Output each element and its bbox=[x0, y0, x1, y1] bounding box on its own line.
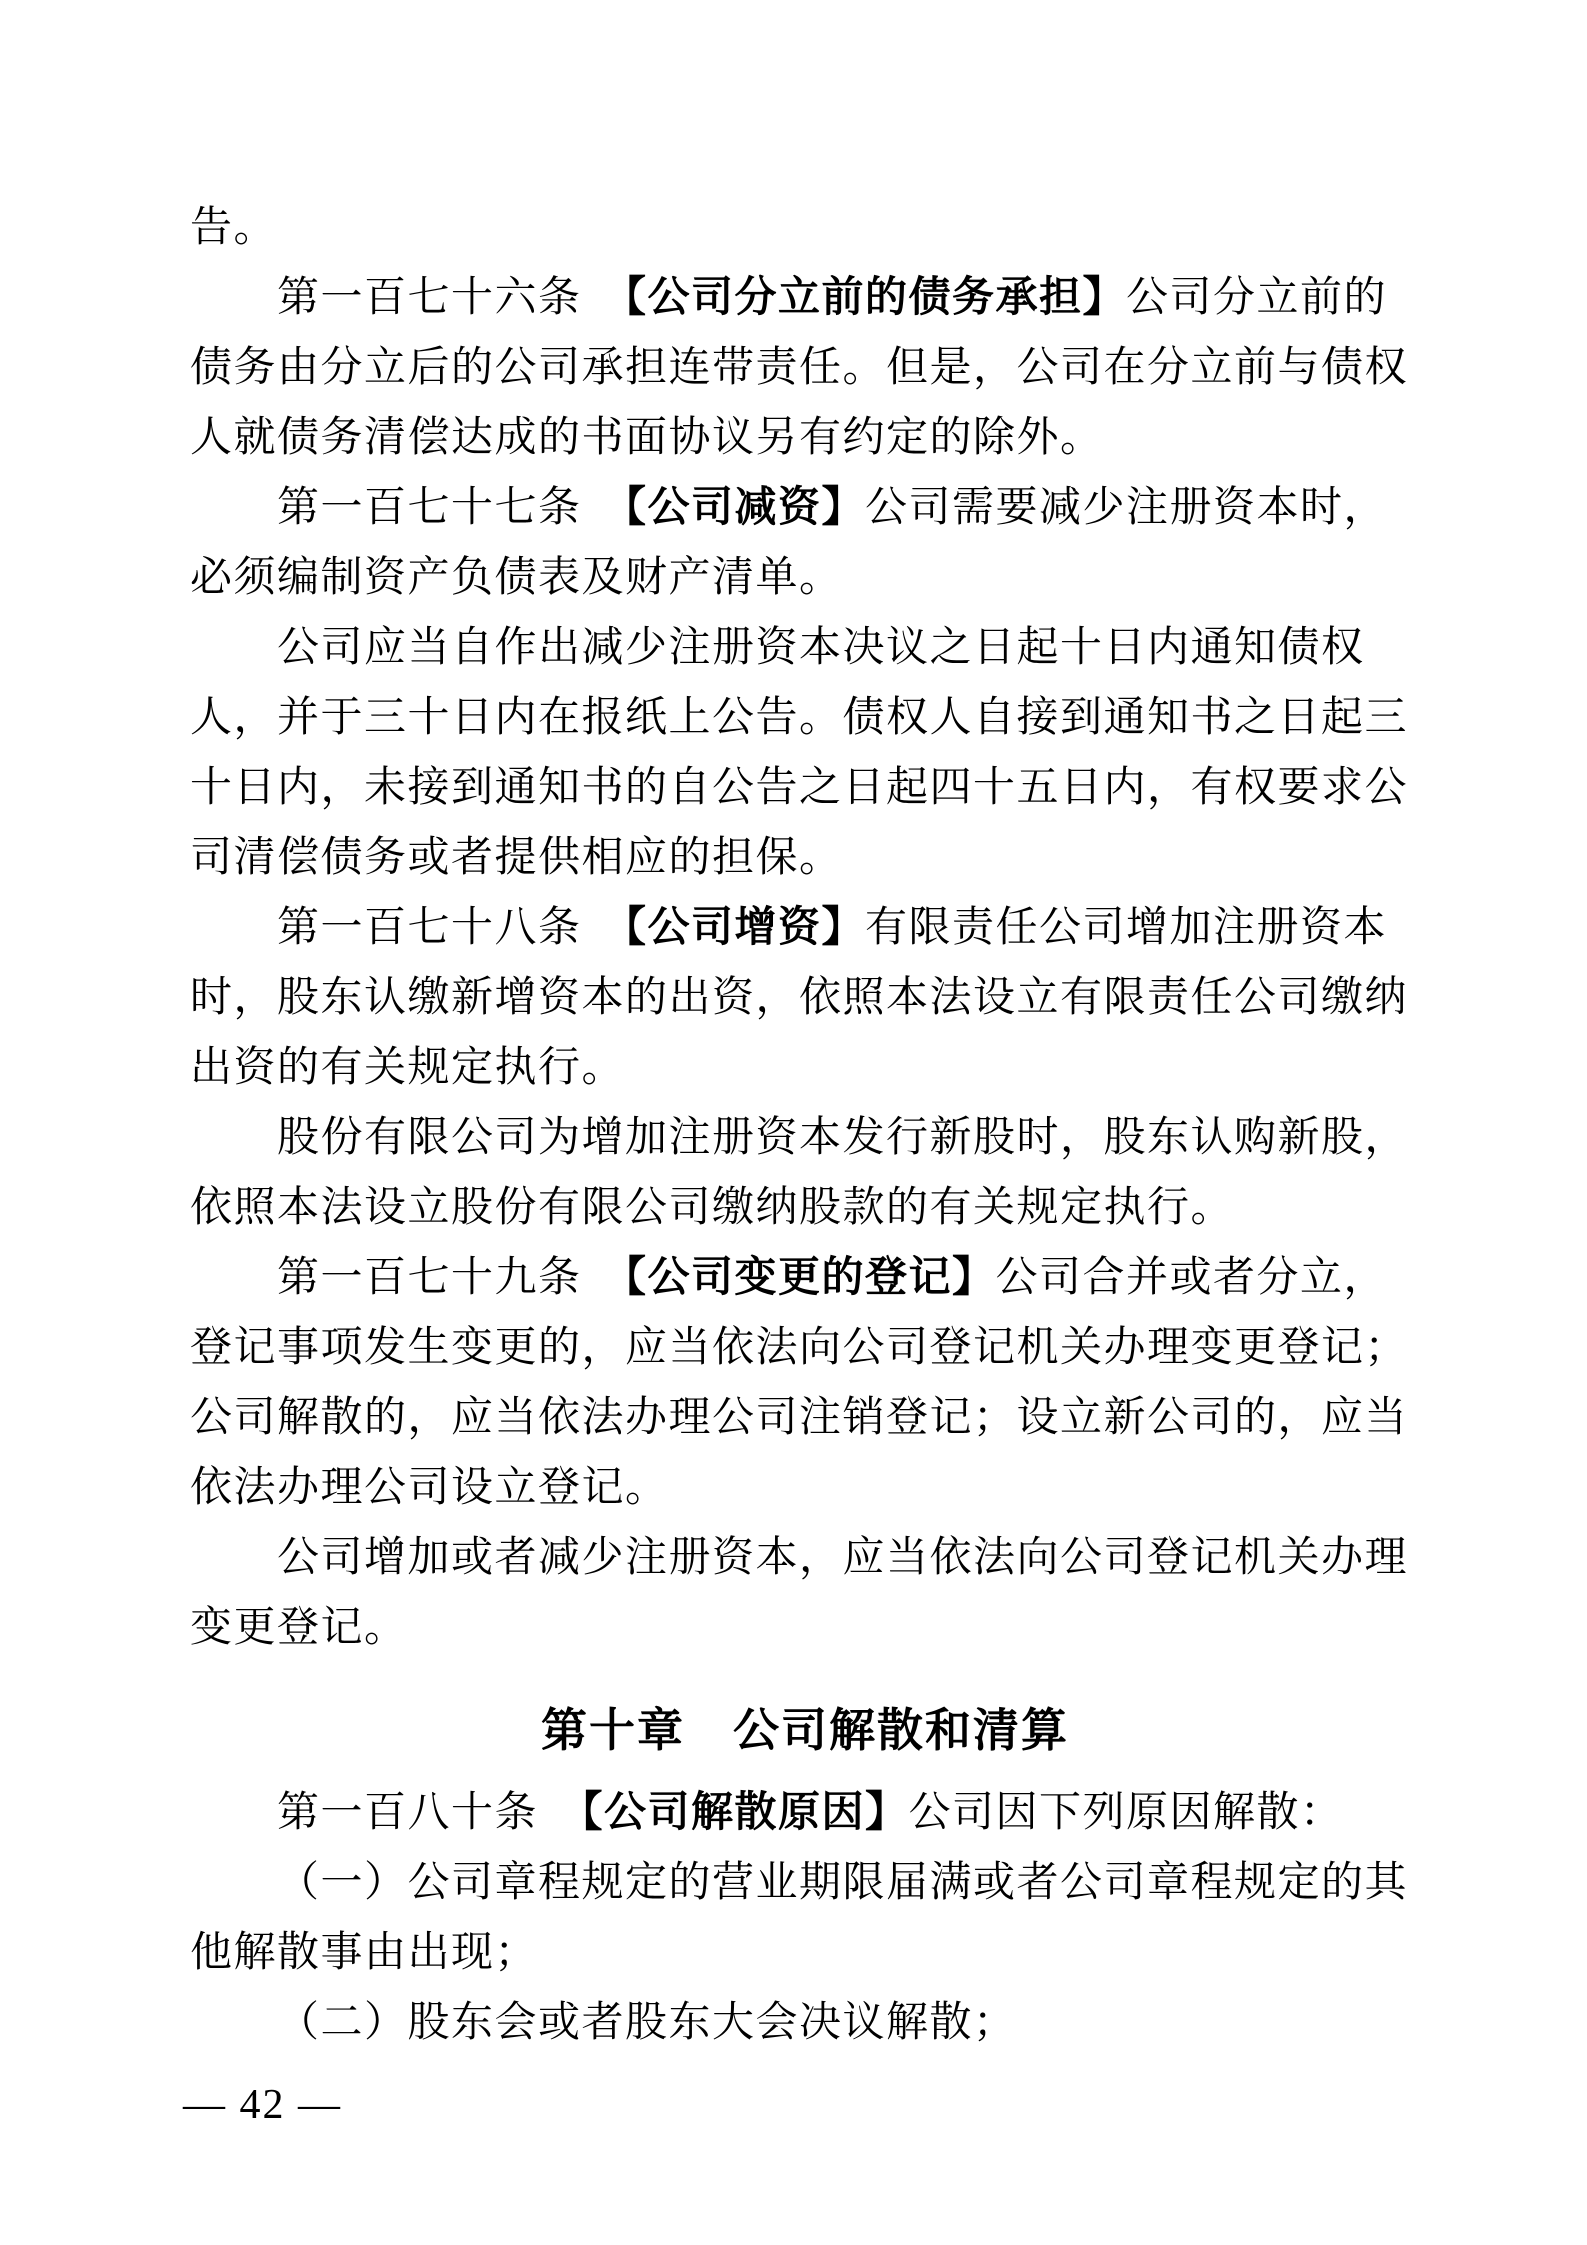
text-segment: 人就债务清偿达成的书面协议另有约定的除外。 bbox=[190, 415, 1104, 461]
text-line bbox=[190, 1033, 1420, 1103]
text-segment: 第一百七十九条 bbox=[277, 1255, 626, 1301]
text-line bbox=[190, 263, 1420, 333]
text-line bbox=[190, 1848, 1420, 1918]
text-segment: 有限责任公司增加注册资本 bbox=[865, 905, 1388, 951]
text-segment: 依法办理公司设立登记。 bbox=[190, 1465, 669, 1511]
text-segment: 公司需要减少注册资本时， bbox=[865, 485, 1388, 531]
text-segment: （一）公司章程规定的营业期限届满或者公司章程规定的其 bbox=[277, 1860, 1409, 1906]
text-segment: 公司因下列原因解散： bbox=[908, 1790, 1344, 1836]
text-segment: 人，并于三十日内在报纸上公告。债权人自接到通知书之日起三 bbox=[190, 695, 1409, 741]
article-title: 【公司增资】 bbox=[625, 905, 866, 951]
text-segment: 第一百八十条 bbox=[277, 1790, 582, 1836]
text-line bbox=[190, 1313, 1420, 1383]
text-segment: （二）股东会或者股东大会决议解散； bbox=[277, 2000, 1017, 2046]
text-segment: 债务由分立后的公司承担连带责任。但是，公司在分立前与债权 bbox=[190, 345, 1409, 391]
chapter-heading: 第十章 公司解散和清算 bbox=[541, 1704, 1069, 1756]
text-line bbox=[190, 403, 1420, 473]
text-segment: 他解散事由出现； bbox=[190, 1930, 539, 1976]
text-line bbox=[190, 1453, 1420, 1523]
document-body bbox=[190, 193, 1420, 2058]
article-title: 【公司分立前的债务承担】 bbox=[625, 275, 1127, 321]
text-line bbox=[190, 683, 1420, 753]
text-segment: 告。 bbox=[190, 205, 278, 251]
text-line bbox=[190, 823, 1420, 893]
text-segment: 变更登记。 bbox=[190, 1605, 408, 1651]
text-line bbox=[190, 753, 1420, 823]
text-segment: 股份有限公司为增加注册资本发行新股时，股东认购新股， bbox=[277, 1115, 1409, 1161]
text-segment: 依照本法设立股份有限公司缴纳股款的有关规定执行。 bbox=[190, 1185, 1235, 1231]
page-number: — 42 — bbox=[183, 2082, 342, 2128]
text-line bbox=[190, 1173, 1420, 1243]
text-line bbox=[190, 1523, 1420, 1593]
text-segment: 必须编制资产负债表及财产清单。 bbox=[190, 555, 843, 601]
text-segment: 公司合并或者分立， bbox=[995, 1255, 1388, 1301]
text-segment: 第一百七十七条 bbox=[277, 485, 626, 531]
text-line bbox=[190, 1988, 1420, 2058]
text-line bbox=[190, 1778, 1420, 1848]
article-title: 【公司变更的登记】 bbox=[625, 1255, 996, 1301]
text-line bbox=[190, 963, 1420, 1033]
text-line bbox=[190, 1918, 1420, 1988]
article-title: 【公司解散原因】 bbox=[581, 1790, 909, 1836]
article-title: 【公司减资】 bbox=[625, 485, 866, 531]
text-line bbox=[190, 473, 1420, 543]
text-segment: 公司分立前的 bbox=[1126, 275, 1388, 321]
text-segment: 时，股东认缴新增资本的出资，依照本法设立有限责任公司缴纳 bbox=[190, 975, 1409, 1021]
text-segment: 公司应当自作出减少注册资本决议之日起十日内通知债权 bbox=[277, 625, 1365, 671]
text-line bbox=[190, 543, 1420, 613]
text-segment: 司清偿债务或者提供相应的担保。 bbox=[190, 835, 843, 881]
text-line bbox=[190, 613, 1420, 683]
text-segment: 登记事项发生变更的，应当依法向公司登记机关办理变更登记； bbox=[190, 1325, 1409, 1371]
text-line bbox=[190, 193, 1420, 263]
text-segment: 公司解散的，应当依法办理公司注销登记；设立新公司的，应当 bbox=[190, 1395, 1409, 1441]
text-segment: 第一百七十六条 bbox=[277, 275, 626, 321]
text-line bbox=[190, 1103, 1420, 1173]
text-segment: 公司增加或者减少注册资本，应当依法向公司登记机关办理 bbox=[277, 1535, 1409, 1581]
text-line bbox=[190, 1243, 1420, 1313]
text-segment: 第一百七十八条 bbox=[277, 905, 626, 951]
text-segment: 十日内，未接到通知书的自公告之日起四十五日内，有权要求公 bbox=[190, 765, 1409, 811]
text-line bbox=[190, 893, 1420, 963]
text-line bbox=[190, 1593, 1420, 1663]
text-segment: 出资的有关规定执行。 bbox=[190, 1045, 626, 1091]
text-line bbox=[190, 333, 1420, 403]
text-line bbox=[190, 1383, 1420, 1453]
